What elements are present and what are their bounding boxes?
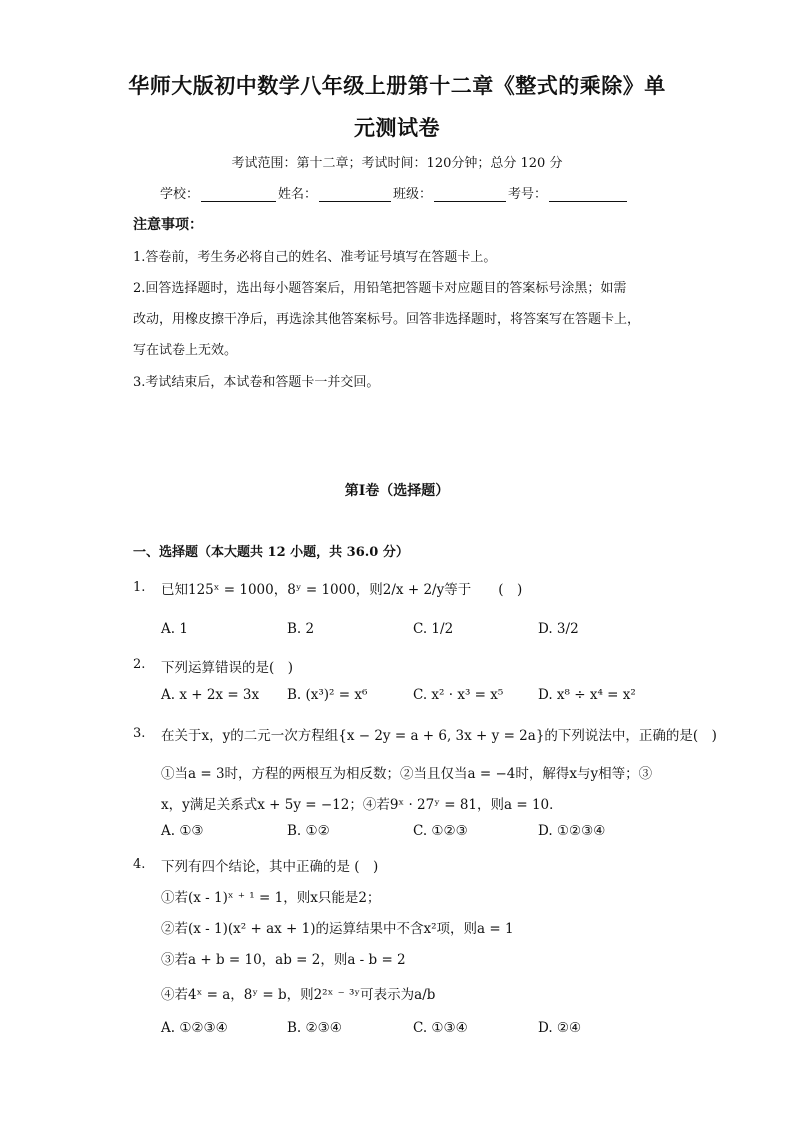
school-label: 学校：: [160, 187, 200, 202]
question-3-option-c[interactable]: C. ①②③: [413, 823, 468, 839]
number-label: 考号：: [508, 187, 548, 202]
question-3-option-d[interactable]: D. ①②③④: [538, 823, 606, 839]
class-label: 班级：: [393, 187, 433, 202]
notice-item-2-line2: 改动，用橡皮擦干净后，再选涂其他答案标号。回答非选择题时，将答案写在答题卡上，: [133, 312, 641, 327]
question-1-text: 已知125ˣ = 1000，8ʸ = 1000，则2/x + 2/y等于 ( ): [161, 582, 523, 598]
question-1-number: 1.: [133, 580, 146, 595]
question-4-option-a[interactable]: A. ①②③④: [161, 1020, 228, 1036]
notice-heading: 注意事项：: [133, 217, 203, 233]
school-blank[interactable]: [201, 187, 276, 202]
exam-title-line2: 元测试卷: [354, 115, 440, 140]
notice-item-1: 1.答卷前，考生务必将自己的姓名、准考证号填写在答题卡上。: [133, 250, 497, 265]
question-4-statement-4: ④若4ˣ = a，8ʸ = b，则2²ˣ ⁻ ³ʸ可表示为a/b: [161, 987, 436, 1003]
exam-title-line1: 华师大版初中数学八年级上册第十二章《整式的乘除》单: [128, 73, 666, 98]
question-2-number: 2.: [133, 657, 146, 672]
question-4-statement-1: ①若(x - 1)ˣ ⁺ ¹ = 1，则x只能是2；: [161, 890, 381, 906]
question-2-option-d[interactable]: D. x⁸ ÷ x⁴ = x²: [538, 687, 636, 703]
question-3-statements-line2: x，y满足关系式x + 5y = −12；④若9ˣ · 27ʸ = 81，则a = 10．: [161, 797, 563, 813]
name-label: 姓名：: [278, 187, 318, 202]
question-4-option-d[interactable]: D. ②④: [538, 1020, 582, 1036]
section-heading: 一、选择题（本大题共 12 小题，共 36.0 分）: [133, 545, 409, 560]
part1-title: 第Ⅰ卷（选择题）: [344, 483, 450, 499]
question-2-option-c[interactable]: C. x² · x³ = x⁵: [413, 687, 504, 703]
question-4-option-c[interactable]: C. ①③④: [413, 1020, 468, 1036]
notice-item-3: 3.考试结束后，本试卷和答题卡一并交回。: [133, 375, 380, 390]
number-blank[interactable]: [549, 187, 627, 202]
student-info-row: [160, 183, 629, 202]
question-2-text: 下列运算错误的是( ): [161, 660, 294, 676]
question-3-statements-line1: ①当a = 3时，方程的两根互为相反数；②当且仅当a = −4时，解得x与y相等；③: [161, 766, 653, 782]
exam-info: 考试范围：第十二章；考试时间：120分钟；总分 120 分: [231, 156, 563, 171]
question-4-statement-2: ②若(x - 1)(x² + ax + 1)的运算结果中不含x²项，则a = 1: [161, 921, 514, 937]
notice-item-2-line3: 写在试卷上无效。: [133, 343, 238, 358]
question-2-option-a[interactable]: A. x + 2x = 3x: [161, 687, 260, 703]
question-1-option-c[interactable]: C. 1/2: [413, 621, 454, 637]
name-blank[interactable]: [319, 187, 391, 202]
question-4-text: 下列有四个结论，其中正确的是 ( ): [161, 859, 379, 875]
question-3-text: 在关于x，y的二元一次方程组{x − 2y = a + 6, 3x + y = 2a}的下列说法中，正确的是( ): [161, 728, 717, 744]
question-4-statement-3: ③若a + b = 10，ab = 2，则a - b = 2: [161, 952, 406, 968]
question-4-option-b[interactable]: B. ②③④: [287, 1020, 342, 1036]
question-1-option-a[interactable]: A. 1: [161, 621, 188, 637]
question-3-option-b[interactable]: B. ①②: [287, 823, 330, 839]
question-1-option-b[interactable]: B. 2: [287, 621, 315, 637]
question-4-number: 4.: [133, 857, 146, 872]
notice-item-2-line1: 2.回答选择题时，选出每小题答案后，用铅笔把答题卡对应题目的答案标号涂黑；如需: [133, 281, 627, 296]
question-3-number: 3.: [133, 726, 146, 741]
question-3-option-a[interactable]: A. ①③: [161, 823, 204, 839]
question-1-option-d[interactable]: D. 3/2: [538, 621, 579, 637]
question-2-option-b[interactable]: B. (x³)² = x⁶: [287, 687, 368, 703]
class-blank[interactable]: [434, 187, 506, 202]
